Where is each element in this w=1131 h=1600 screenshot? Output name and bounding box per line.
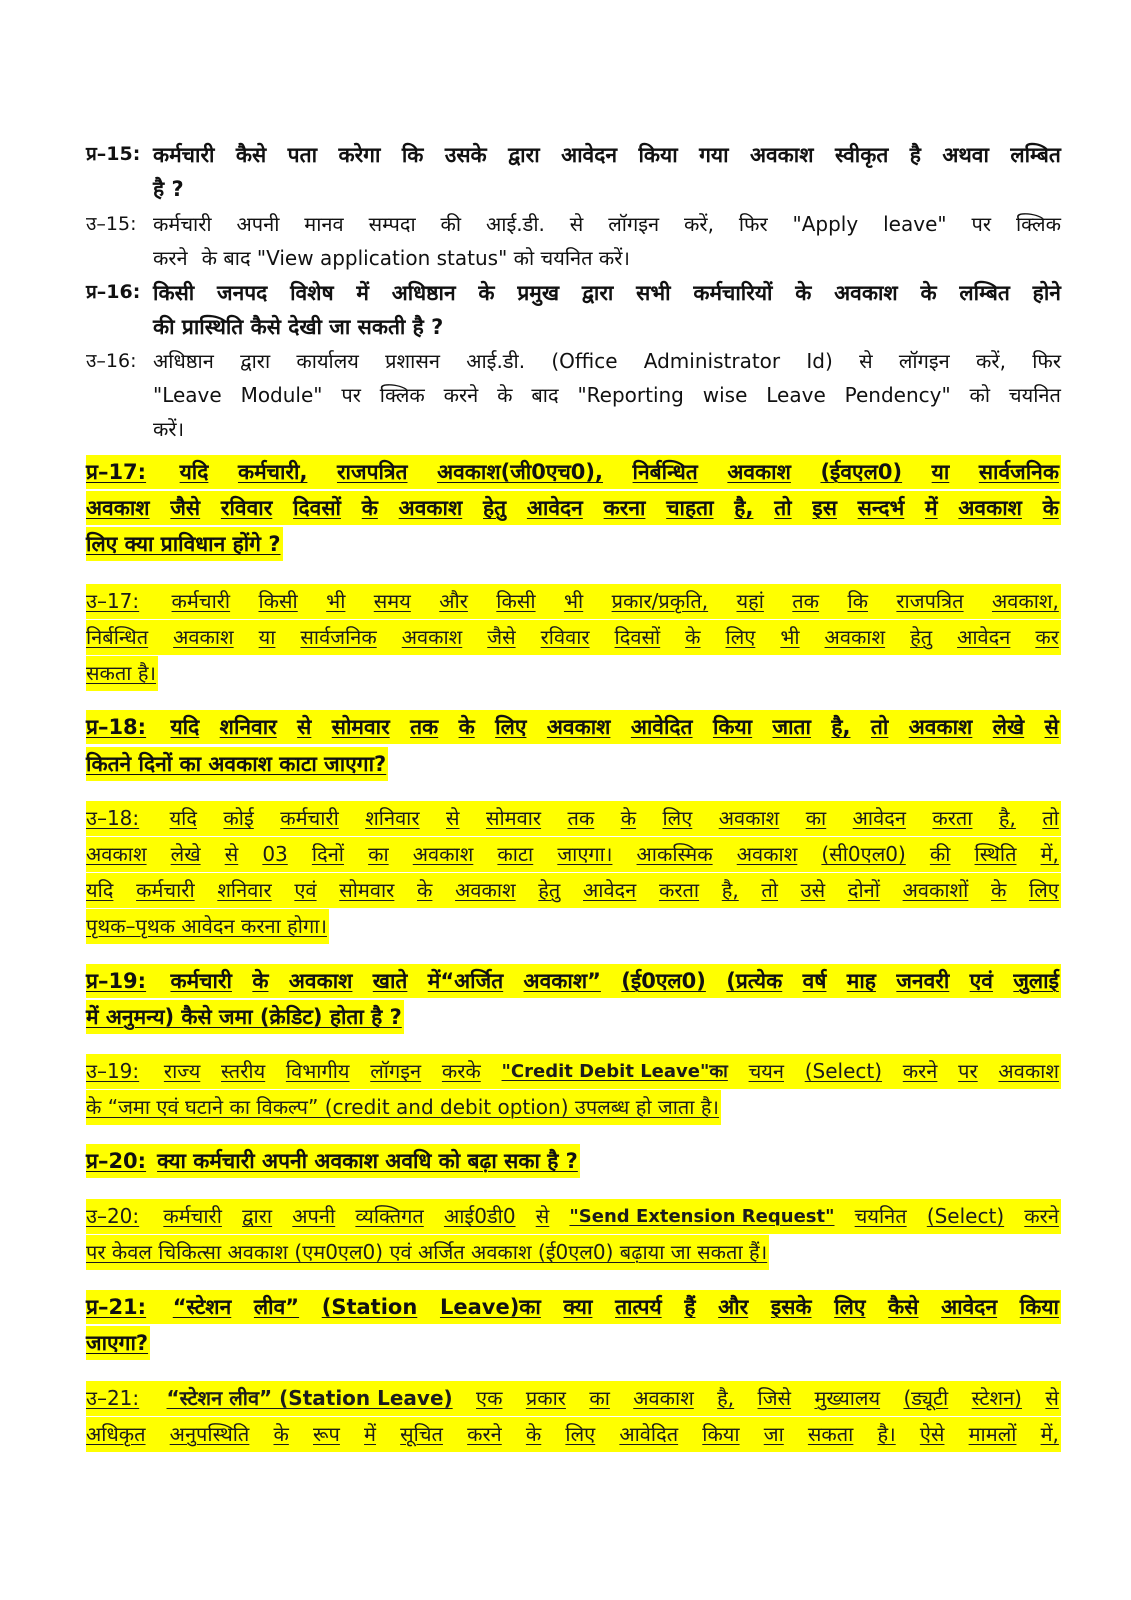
question-15 [86, 138, 1061, 206]
text-line: अवकाश लेखे से 03 दिनों का अवकाश काटा जाएगा। आकस्मिक अवकाश (सी0एल0) की स्थिति में, [86, 837, 1061, 872]
text-line: की प्रास्थिति कैसे देखी जा सकती है ? [153, 315, 444, 339]
text-line: पर केवल चिकित्सा अवकाश (एम0एल0) एवं अर्जित अवकाश (ई0एल0) बढ़ाया जा सकता हैं। [86, 1235, 769, 1270]
answer-16 [86, 344, 1061, 446]
question-17 [86, 455, 1061, 561]
answer-label: उ–21: [86, 1386, 140, 1410]
text-line: करने के बाद "View application status" को चयनित करें। [153, 246, 630, 270]
text-line: कर्मचारी कैसे पता करेगा कि उसके द्वारा आवेदन किया गया अवकाश स्वीकृत है अथवा लम्बित [153, 143, 1061, 167]
text-line: सकता है। [86, 656, 158, 691]
text-line: उ–20: कर्मचारी द्वारा अपनी व्यक्तिगत आई0डी0 से "Send Extension Request" चयनित (Select) करने [86, 1199, 1061, 1234]
answer-19 [86, 1054, 1061, 1125]
question-label: प्र–20: [86, 1149, 147, 1173]
text-line: उ–21: “स्टेशन लीव” (Station Leave) एक प्रकार का अवकाश है, जिसे मुख्यालय (ड्यूटी स्टेशन) से [86, 1381, 1061, 1416]
answer-15 [86, 207, 1061, 275]
question-21 [86, 1290, 1061, 1360]
text-line: है ? [153, 177, 184, 201]
answer-21 [86, 1381, 1061, 1452]
answer-label: उ–15: [86, 213, 137, 235]
text-line: अवकाश जैसे रविवार दिवसों के अवकाश हेतु आवेदन करना चाहता है, तो इस सन्दर्भ में अवकाश के [86, 491, 1061, 525]
question-label: प्र–16: [86, 281, 141, 303]
text-line: प्र–18: यदि शनिवार से सोमवार तक के लिए अवकाश आवेदित किया जाता है, तो अवकाश लेखे से [86, 710, 1061, 744]
text-line: किसी जनपद विशेष में अधिष्ठान के प्रमुख द्वारा सभी कर्मचारियों के अवकाश के लम्बित होने [153, 281, 1061, 305]
text-line: प्र–21: “स्टेशन लीव” (Station Leave)का क्या तात्पर्य हैं और इसके लिए कैसे आवेदन किया [86, 1290, 1061, 1324]
text-line: उ–18: यदि कोई कर्मचारी शनिवार से सोमवार तक के लिए अवकाश का आवेदन करता है, तो [86, 801, 1061, 836]
answer-label: उ–16: [86, 350, 137, 372]
question-16 [86, 276, 1061, 344]
question-label: प्र–15: [86, 143, 141, 165]
question-label: प्र–19: [86, 969, 147, 993]
question-19 [86, 964, 1061, 1034]
answer-label: उ–18: [86, 806, 140, 830]
text-line: निर्बन्धित अवकाश या सार्वजनिक अवकाश जैसे रविवार दिवसों के लिए भी अवकाश हेतु आवेदन कर [86, 620, 1061, 655]
text-line: प्र–20: क्या कर्मचारी अपनी अवकाश अवधि को बढ़ा सका है ? [86, 1144, 580, 1178]
text-line: के “जमा एवं घटाने का विकल्प” (credit and debit option) उपलब्ध हो जाता है। [86, 1090, 721, 1125]
text-line: प्र–17: यदि कर्मचारी, राजपत्रित अवकाश(जी0एच0), निर्बन्धित अवकाश (ईवएल0) या सार्वजनिक [86, 455, 1061, 489]
answer-label: उ–17: [86, 589, 140, 613]
text-line: अधिकृत अनुपस्थिति के रूप में सूचित करने के लिए आवेदित किया जा सकता है। ऐसे मामलों में, [86, 1417, 1061, 1452]
text-line: अधिष्ठान द्वारा कार्यालय प्रशासन आई.डी. (Office Administrator Id) से लॉगइन करें, फिर [153, 349, 1061, 373]
text-line: लिए क्या प्राविधान होंगे ? [86, 527, 283, 561]
question-18 [86, 710, 1061, 781]
text-line: कर्मचारी अपनी मानव सम्पदा की आई.डी. से लॉगइन करें, फिर "Apply leave" पर क्लिक [153, 212, 1061, 236]
answer-20 [86, 1199, 1061, 1270]
text-line: करें। [153, 417, 185, 441]
text-line: यदि कर्मचारी शनिवार एवं सोमवार के अवकाश हेतु आवेदन करता है, तो उसे दोनों अवकाशों के लिए [86, 873, 1061, 908]
text-line: उ–19: राज्य स्तरीय विभागीय लॉगइन करके "Credit Debit Leave"का चयन (Select) करने पर अवकाश [86, 1054, 1061, 1089]
answer-17 [86, 584, 1061, 691]
question-label: प्र–21: [86, 1295, 147, 1319]
text-line: प्र–19: कर्मचारी के अवकाश खाते में“अर्जित अवकाश” (ई0एल0) (प्रत्येक वर्ष माह जनवरी एवं जुलाई [86, 964, 1061, 998]
question-20 [86, 1144, 1061, 1178]
question-label: प्र–18: [86, 715, 147, 739]
answer-18 [86, 801, 1061, 944]
text-line: जाएगा? [86, 1326, 150, 1360]
answer-label: उ–20: [86, 1204, 140, 1228]
text-line: में अनुमन्य) कैसे जमा (क्रेडिट) होता है ? [86, 1000, 404, 1034]
answer-label: उ–19: [86, 1059, 140, 1083]
text-line: "Leave Module" पर क्लिक करने के बाद "Reporting wise Leave Pendency" को चयनित [153, 383, 1061, 407]
question-label: प्र–17: [86, 460, 147, 484]
text-line: कितने दिनों का अवकाश काटा जाएगा? [86, 747, 388, 781]
text-line: पृथक–पृथक आवेदन करना होगा। [86, 909, 329, 944]
text-line: उ–17: कर्मचारी किसी भी समय और किसी भी प्रकार/प्रकृति, यहां तक कि राजपत्रित अवकाश, [86, 584, 1061, 619]
